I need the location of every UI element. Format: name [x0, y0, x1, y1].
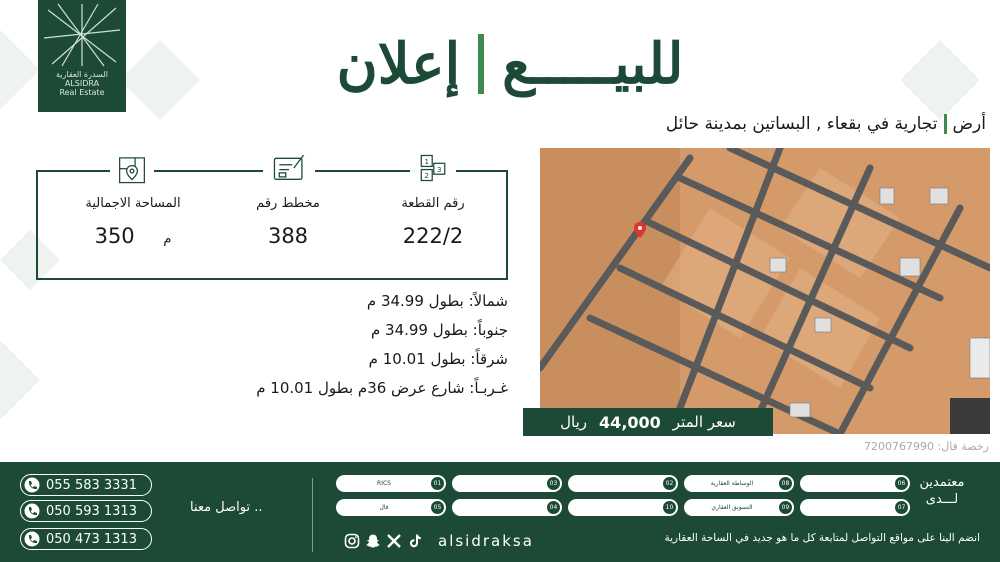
blueprint-icon — [263, 148, 315, 188]
footer — [0, 462, 1000, 562]
dimension-west: غـربـاً: شارع عرض 36م بطول 10.01 م — [256, 379, 508, 397]
property-subtitle — [666, 114, 986, 134]
price-currency: ريال — [560, 413, 588, 431]
headline — [250, 24, 770, 104]
logo-name-ar: السدرة العقارية — [56, 70, 108, 79]
instagram-icon[interactable] — [344, 533, 360, 549]
company-logo — [38, 0, 126, 112]
accreditation-09: 09 التسويق العقاري — [684, 499, 794, 516]
logo-mark-icon — [38, 0, 126, 70]
accreditation-02: 02 — [568, 475, 678, 492]
license-number: رخصة فال: 7200767990 — [864, 440, 989, 453]
social-links — [344, 532, 534, 550]
accreditation-03: 03 — [452, 475, 562, 492]
plot-number-label: رقم القطعة — [401, 196, 465, 211]
plan-number-label: مخطط رقم — [256, 196, 320, 211]
snapchat-icon[interactable] — [365, 533, 381, 549]
accreditation-08: 08 الوساطة العقارية — [684, 475, 794, 492]
headline-word-announcement: إعلان — [336, 31, 461, 97]
logo-name-en-sub: Real Estate — [59, 88, 105, 97]
svg-text:1: 1 — [424, 157, 429, 167]
total-area-value-row — [58, 224, 208, 248]
total-area-unit: م — [163, 232, 172, 247]
phone-1-number: 055 583 3331 — [46, 477, 137, 493]
accreditation-04: 04 — [452, 499, 562, 516]
social-handle[interactable]: alsidraksa — [438, 532, 534, 550]
headline-word-for-sale: للبيـــــع — [502, 31, 684, 97]
dimension-east: شرقاً: بطول 10.01 م — [368, 350, 508, 368]
dimension-south: جنوباً: بطول 34.99 م — [370, 321, 508, 339]
phone-icon — [24, 477, 40, 493]
phone-2-number: 050 593 1313 — [46, 503, 137, 519]
total-area-label: المساحة الاجمالية — [85, 196, 181, 211]
accreditation-10: 10 — [568, 499, 678, 516]
satellite-map — [540, 148, 990, 434]
phone-icon — [24, 531, 40, 547]
accreditation-07: 07 — [800, 499, 910, 516]
price-per-meter-bar — [523, 408, 773, 436]
plan-number-value: 388 — [267, 224, 309, 248]
dimension-north: شمالاً: بطول 34.99 م — [366, 292, 508, 310]
accreditation-01: 01 RICS — [336, 475, 446, 492]
logo-name-en: ALSIDRA — [64, 79, 100, 88]
footer-divider — [312, 478, 313, 552]
price-label: سعر المتر — [672, 413, 736, 431]
subtitle-type: أرض — [952, 114, 986, 134]
accreditation-05: 05 فال — [336, 499, 446, 516]
numbered-plots-icon — [410, 148, 456, 188]
headline-divider — [478, 34, 484, 94]
phone-3[interactable] — [20, 528, 152, 550]
subtitle-divider — [944, 114, 947, 134]
join-us-text: انضم الينا على مواقع التواصل لمتابعة كل ما هو جديد في الساحة العقارية — [664, 532, 980, 544]
dimensions-list — [256, 290, 508, 406]
svg-text:3: 3 — [437, 164, 442, 174]
phone-2[interactable] — [20, 500, 152, 522]
x-icon[interactable] — [386, 533, 402, 549]
price-value: 44,000 — [599, 412, 661, 432]
contact-us-label: تواصل معنا .. — [190, 500, 263, 515]
tiktok-icon[interactable] — [407, 533, 423, 549]
accredited-by-label: معتمدين لـــدى — [919, 475, 965, 507]
svg-text:2: 2 — [424, 171, 429, 181]
accreditation-06: 06 — [800, 475, 910, 492]
total-area-value: 350 — [94, 224, 135, 248]
map-pin-icon — [110, 148, 154, 194]
plot-number-value: 222/2 — [402, 224, 464, 248]
property-info-box — [36, 157, 508, 280]
phone-3-number: 050 473 1313 — [46, 531, 137, 547]
phone-1[interactable] — [20, 474, 152, 496]
subtitle-location: تجارية في بقعاء , البساتين بمدينة حائل — [665, 114, 938, 134]
phone-icon — [24, 503, 40, 519]
